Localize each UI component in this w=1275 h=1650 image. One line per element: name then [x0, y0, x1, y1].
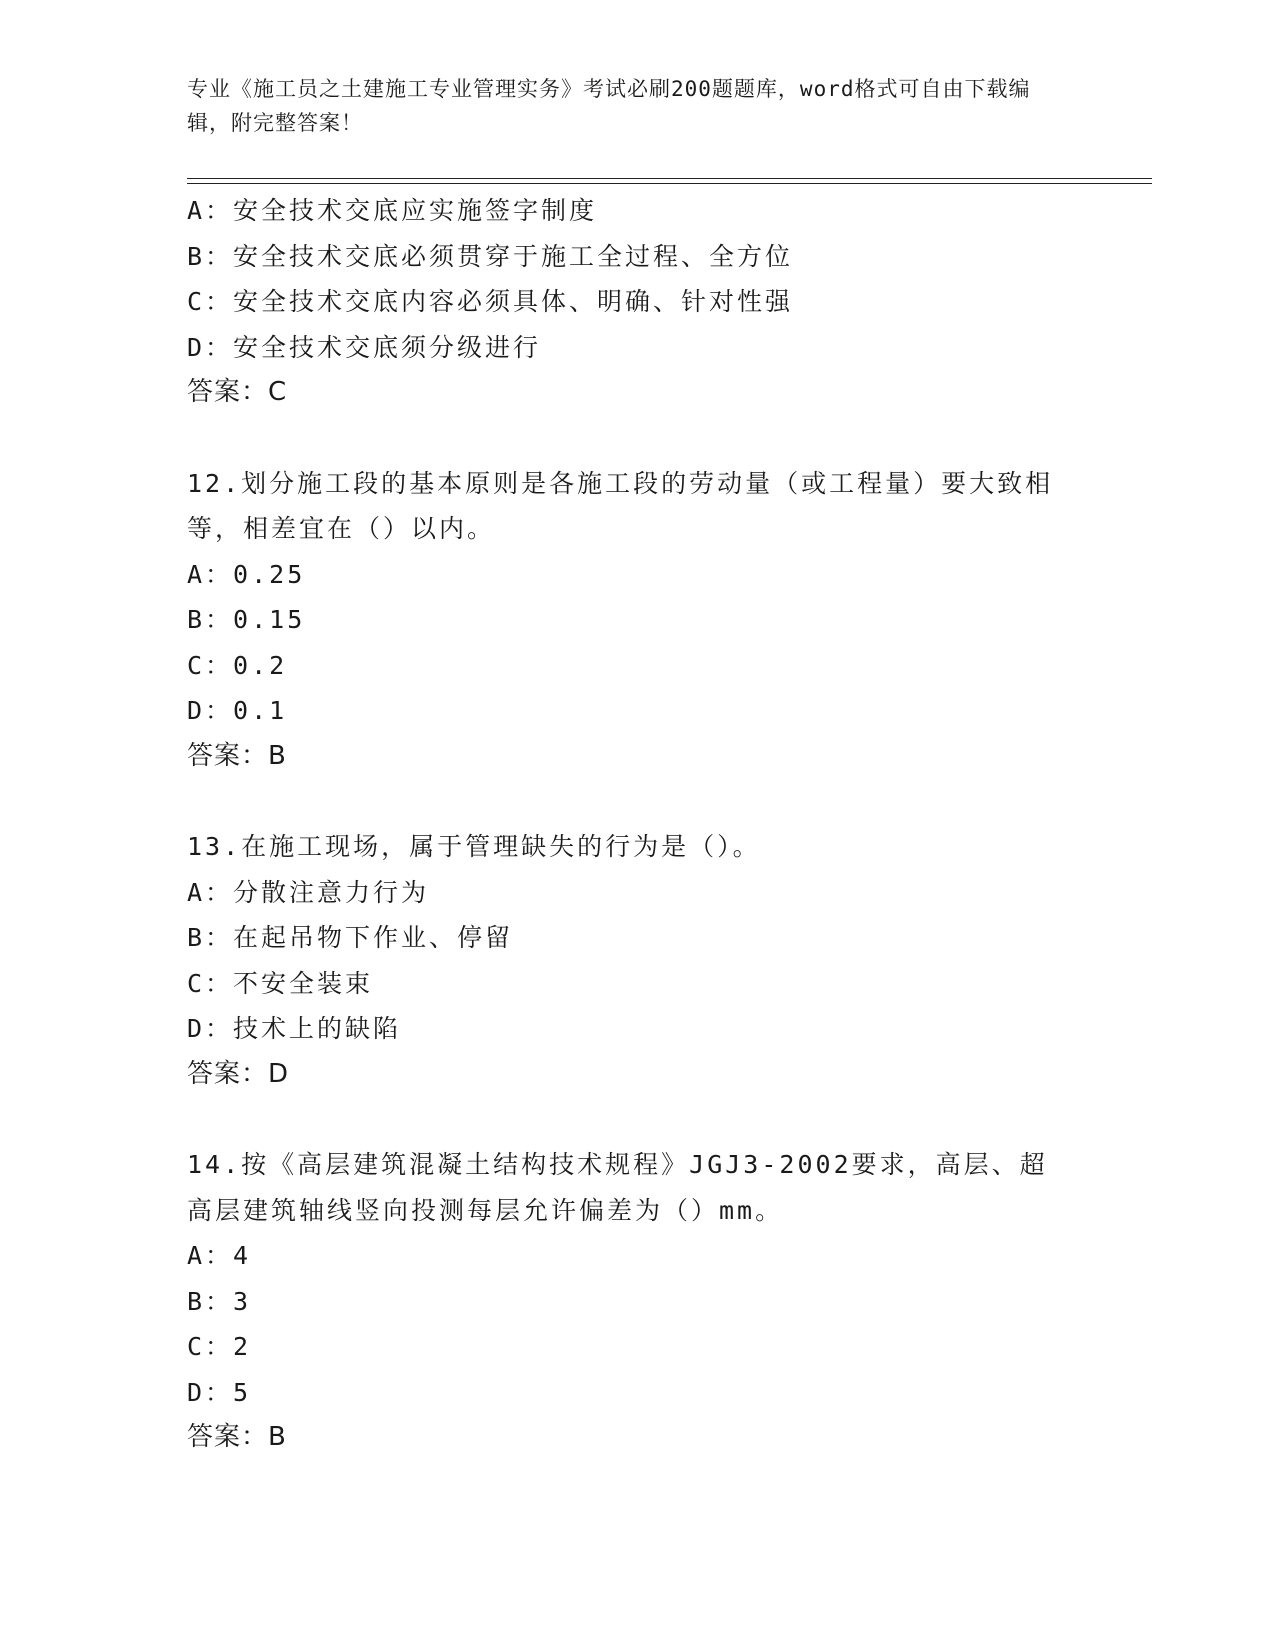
option-a: A：4: [187, 1241, 252, 1270]
question-13: [187, 824, 1087, 1097]
header-rule-bottom: [187, 183, 1152, 184]
question-11: [187, 188, 1087, 416]
option-a: A：安全技术交底应实施签字制度: [187, 196, 598, 225]
question-14: [187, 1142, 1087, 1461]
spacer: [187, 1097, 1087, 1142]
option-b: B：安全技术交底必须贯穿于施工全过程、全方位: [187, 241, 794, 271]
answer: 答案：D: [187, 1058, 290, 1089]
spacer: [187, 779, 1087, 824]
option-d: D：技术上的缺陷: [187, 1014, 402, 1043]
option-c: C：不安全装束: [187, 968, 374, 998]
option-d: D：0.1: [187, 696, 288, 725]
option-d: D：安全技术交底须分级进行: [187, 332, 542, 362]
answer: 答案：B: [187, 1422, 287, 1452]
header-rule-top: [187, 178, 1152, 179]
answer: 答案：B: [187, 740, 287, 771]
option-b: B：3: [187, 1286, 252, 1316]
option-c: C：2: [187, 1332, 252, 1361]
question-list: [187, 188, 1087, 1461]
option-d: D：5: [187, 1377, 252, 1407]
question-stem: 12.划分施工段的基本原则是各施工段的劳动量（或工程量）要大致相等，相差宜在（）以内。: [187, 468, 1054, 543]
option-b: B：在起吊物下作业、停留: [187, 923, 514, 952]
option-a: A：分散注意力行为: [187, 877, 430, 907]
answer: 答案：C: [187, 377, 288, 407]
option-c: C：0.2: [187, 650, 288, 680]
document-header: 专业《施工员之土建施工专业管理实务》考试必刷200题题库，word格式可自由下载编辑，附完整答案！: [187, 77, 1031, 135]
option-c: C：安全技术交底内容必须具体、明确、针对性强: [187, 287, 794, 316]
option-b: B：0.15: [187, 605, 306, 634]
option-a: A：0.25: [187, 559, 306, 589]
question-stem: 14.按《高层建筑混凝土结构技术规程》JGJ3-2002要求，高层、超高层建筑轴线竖向投测每层允许偏差为（）mm。: [187, 1150, 1048, 1225]
question-stem: 13.在施工现场，属于管理缺失的行为是（）。: [187, 832, 761, 861]
question-12: [187, 461, 1087, 780]
spacer: [187, 416, 1087, 461]
